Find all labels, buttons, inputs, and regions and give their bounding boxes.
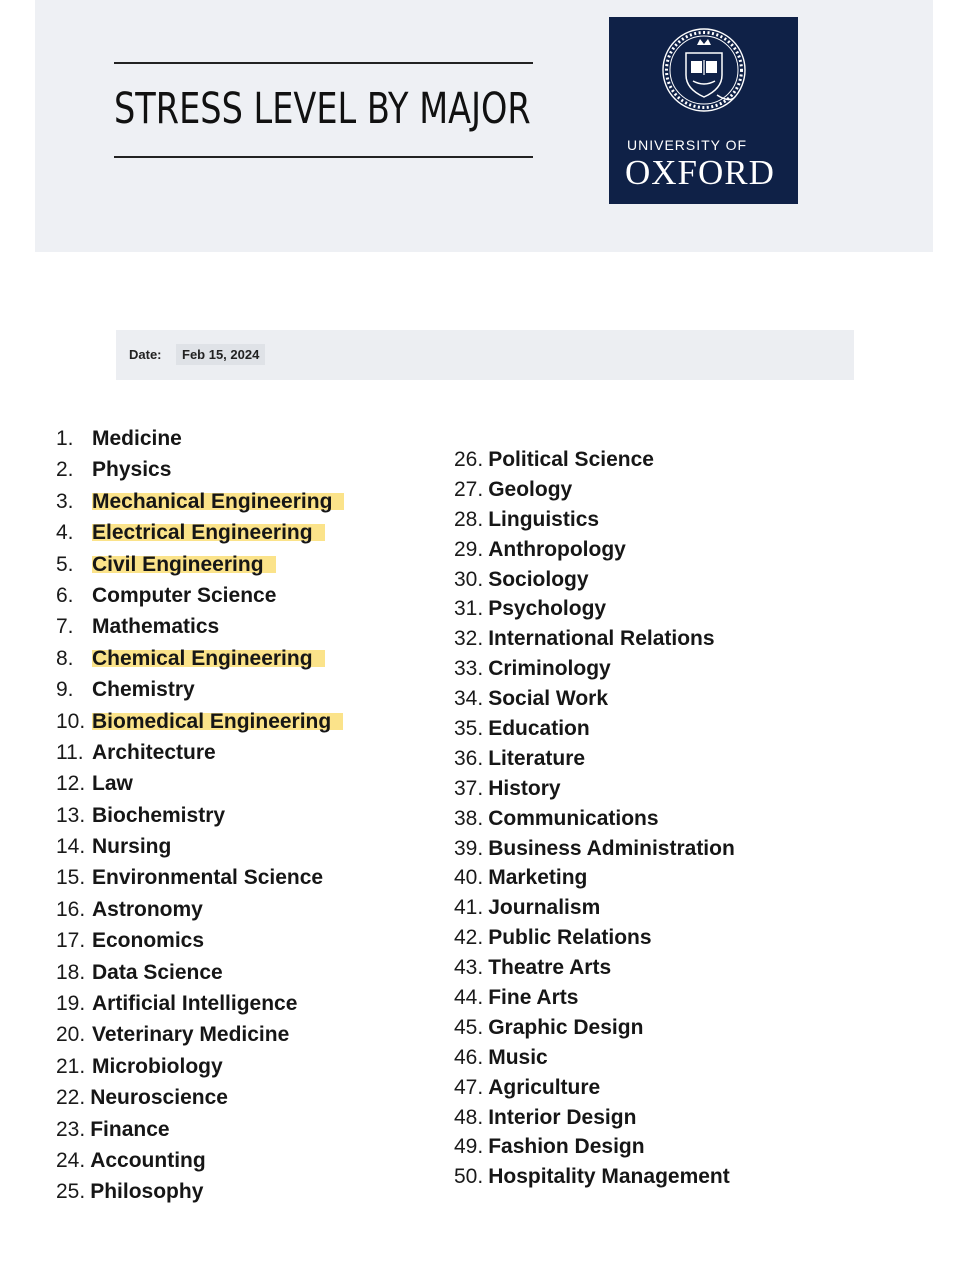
rank-number: 19.: [56, 992, 86, 1016]
major-name: Data Science: [92, 960, 223, 984]
major-name: Public Relations: [488, 926, 652, 950]
major-name: Accounting: [90, 1148, 206, 1172]
rank-number: 32.: [454, 627, 484, 651]
list-item: [454, 445, 735, 475]
list-item: [454, 535, 735, 565]
rank-number: 28.: [454, 507, 484, 531]
major-list-right: [454, 445, 735, 1192]
list-item: [56, 611, 344, 642]
rank-number: 45.: [454, 1015, 484, 1039]
major-name: Philosophy: [90, 1180, 204, 1204]
rank-number: 42.: [454, 926, 484, 950]
list-item: [56, 1019, 344, 1050]
list-item: [454, 1013, 735, 1043]
rank-number: 2.: [56, 458, 74, 482]
major-name: Chemistry: [92, 678, 195, 702]
major-name: Theatre Arts: [488, 956, 612, 980]
list-item: [56, 643, 344, 674]
rank-number: 18.: [56, 960, 86, 984]
rank-number: 39.: [454, 836, 484, 860]
rank-number: 11.: [56, 740, 84, 764]
rank-number: 46.: [454, 1045, 484, 1069]
rank-number: 36.: [454, 746, 484, 770]
title-rule-bottom: [114, 156, 533, 158]
list-item: [454, 1132, 735, 1162]
logo-text-line1: UNIVERSITY OF: [627, 137, 748, 153]
list-item: [454, 1043, 735, 1073]
rank-number: 14.: [56, 835, 86, 859]
rank-number: 23.: [56, 1117, 86, 1141]
major-name: Linguistics: [488, 507, 600, 531]
major-name: History: [488, 776, 561, 800]
rank-number: 20.: [56, 1023, 86, 1047]
rank-number: 50.: [454, 1165, 484, 1189]
rank-number: 40.: [454, 866, 484, 890]
major-name: Geology: [488, 477, 573, 501]
major-name: Communications: [488, 806, 659, 830]
university-logo: [609, 17, 798, 204]
list-item: [454, 804, 735, 834]
rank-number: 1.: [56, 427, 74, 450]
date-bar: [116, 330, 854, 380]
list-item: [454, 774, 735, 804]
list-item: [56, 768, 344, 799]
list-item: [454, 1103, 735, 1133]
list-item: [454, 684, 735, 714]
major-name: Astronomy: [92, 897, 203, 921]
major-name: Agriculture: [488, 1075, 601, 1099]
list-item: [56, 1176, 344, 1207]
major-name: International Relations: [488, 627, 715, 651]
list-item: [454, 594, 735, 624]
major-name: Music: [488, 1045, 548, 1069]
list-item: [454, 1162, 735, 1192]
highlighted-major-name: Electrical Engineering: [92, 521, 325, 544]
major-name: Biochemistry: [92, 803, 226, 827]
rank-number: 3.: [56, 489, 74, 513]
highlighted-major-name: Chemical Engineering: [92, 647, 325, 670]
major-name: Hospitality Management: [488, 1165, 730, 1189]
major-name: Fine Arts: [488, 986, 579, 1010]
list-item: [454, 863, 735, 893]
list-item: [56, 800, 344, 831]
list-item: [454, 834, 735, 864]
major-name: Interior Design: [488, 1105, 637, 1129]
list-item: [56, 1051, 344, 1082]
rank-number: 37.: [454, 776, 484, 800]
list-item: [56, 957, 344, 988]
rank-number: 33.: [454, 657, 484, 681]
title-rule-top: [114, 62, 533, 64]
rank-number: 41.: [454, 896, 484, 920]
list-item: [56, 486, 344, 517]
rank-number: 8.: [56, 646, 74, 670]
rank-number: 9.: [56, 678, 74, 702]
list-item: [56, 894, 344, 925]
rank-number: 22.: [56, 1086, 86, 1110]
major-name: Nursing: [92, 835, 172, 859]
list-item: [56, 423, 344, 454]
rank-number: 12.: [56, 772, 86, 796]
major-name: Literature: [488, 746, 586, 770]
rank-number: 21.: [56, 1054, 86, 1078]
rank-number: 6.: [56, 583, 74, 607]
rank-number: 15.: [56, 866, 86, 890]
major-name: Finance: [90, 1117, 170, 1141]
rank-number: 43.: [454, 956, 484, 980]
rank-number: 4.: [56, 521, 74, 545]
list-item: [56, 674, 344, 705]
major-name: Fashion Design: [488, 1135, 645, 1159]
rank-number: 10.: [56, 709, 86, 733]
list-item: [56, 737, 344, 768]
major-name: Economics: [92, 929, 205, 953]
rank-number: 26.: [454, 448, 484, 471]
list-item: [56, 580, 344, 611]
major-name: Social Work: [488, 687, 609, 711]
rank-number: 16.: [56, 897, 86, 921]
rank-number: 13.: [56, 803, 86, 827]
oxford-crest-icon: [657, 23, 751, 117]
list-item: [56, 517, 344, 548]
highlighted-major-name: Civil Engineering: [92, 553, 276, 576]
major-name: Psychology: [488, 597, 607, 621]
list-item: [56, 988, 344, 1019]
major-name: Environmental Science: [92, 866, 324, 890]
major-name: Veterinary Medicine: [92, 1023, 290, 1047]
major-name: Marketing: [488, 866, 588, 890]
major-name: Political Science: [488, 448, 654, 471]
major-name: Medicine: [92, 427, 182, 450]
major-name: Criminology: [488, 657, 611, 681]
list-item: [56, 831, 344, 862]
list-item: [56, 454, 344, 485]
rank-number: 38.: [454, 806, 484, 830]
date-value: Feb 15, 2024: [176, 344, 265, 365]
rank-number: 7.: [56, 615, 74, 639]
list-item: [454, 953, 735, 983]
list-item: [56, 925, 344, 956]
list-item: [454, 475, 735, 505]
list-item: [56, 1082, 344, 1113]
highlighted-major-name: Biomedical Engineering: [92, 710, 343, 733]
major-list-left: [56, 423, 344, 1208]
list-item: [56, 549, 344, 580]
list-item: [454, 893, 735, 923]
rank-number: 34.: [454, 687, 484, 711]
major-name: Journalism: [488, 896, 601, 920]
rank-number: 25.: [56, 1180, 86, 1204]
rank-number: 47.: [454, 1075, 484, 1099]
list-item: [454, 505, 735, 535]
rank-number: 35.: [454, 717, 484, 741]
rank-number: 30.: [454, 567, 484, 591]
list-item: [56, 1145, 344, 1176]
list-item: [454, 923, 735, 953]
rank-number: 31.: [454, 597, 484, 621]
major-name: Microbiology: [92, 1054, 223, 1078]
rank-number: 44.: [454, 986, 484, 1010]
rank-number: 48.: [454, 1105, 484, 1129]
list-item: [56, 862, 344, 893]
rank-number: 17.: [56, 929, 86, 953]
list-item: [454, 1073, 735, 1103]
list-item: [454, 744, 735, 774]
logo-text-line2: OXFORD: [625, 153, 775, 192]
major-name: Law: [92, 772, 133, 796]
list-item: [56, 706, 344, 737]
major-name: Neuroscience: [90, 1086, 228, 1110]
highlighted-major-name: Mechanical Engineering: [92, 490, 344, 513]
major-name: Sociology: [488, 567, 589, 591]
major-name: Education: [488, 717, 590, 741]
list-item: [454, 654, 735, 684]
major-name: Graphic Design: [488, 1015, 644, 1039]
list-item: [56, 1114, 344, 1145]
rank-number: 29.: [454, 537, 484, 561]
rank-number: 24.: [56, 1148, 86, 1172]
list-item: [454, 624, 735, 654]
date-label: Date:: [129, 347, 162, 362]
major-name: Business Administration: [488, 836, 735, 860]
list-item: [454, 983, 735, 1013]
major-name: Anthropology: [488, 537, 626, 561]
rank-number: 49.: [454, 1135, 484, 1159]
rank-number: 27.: [454, 477, 484, 501]
list-item: [454, 714, 735, 744]
major-name: Computer Science: [92, 583, 277, 607]
list-item: [454, 565, 735, 595]
major-name: Physics: [92, 458, 172, 482]
page-title: STRESS LEVEL BY MAJOR: [114, 84, 531, 134]
rank-number: 5.: [56, 552, 74, 576]
major-name: Mathematics: [92, 615, 220, 639]
major-name: Architecture: [92, 740, 216, 764]
major-name: Artificial Intelligence: [92, 992, 298, 1016]
